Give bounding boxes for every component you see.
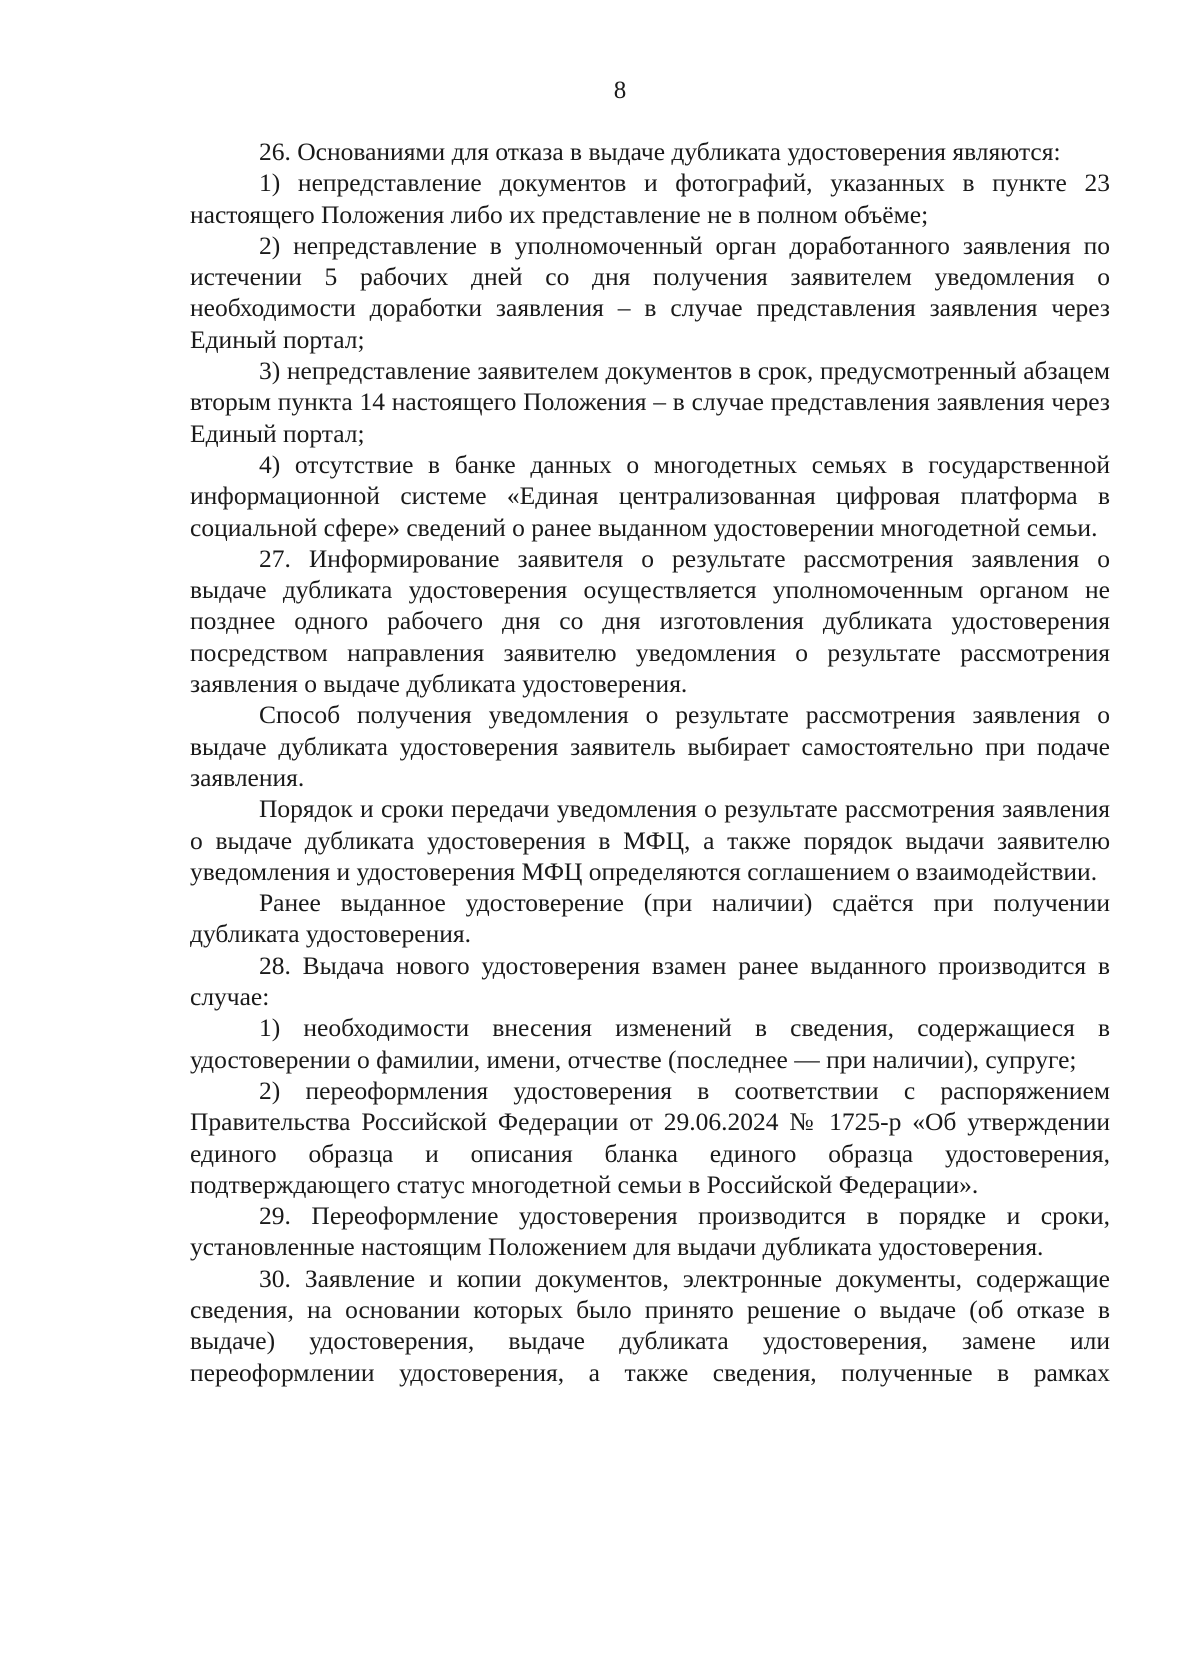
paragraph-28-item-1: 1) необходимости внесения изменений в сведения, содержащиеся в удостоверении о фамилии, имени, отчестве (последнее — при наличии), супруге; (190, 1013, 1110, 1074)
paragraph-27-mfc-procedure: Порядок и сроки передачи уведомления о результате рассмотрения заявления о выдаче дубликата удостоверения в МФЦ, а также порядок выдачи заявителю уведомления и удостоверения МФЦ определяются соглашением о взаимодействии. (190, 794, 1110, 886)
page-number: 8 (613, 77, 627, 104)
paragraph-26-item-3: 3) непредставление заявителем документов в срок, предусмотренный абзацем вторым пункта 14 настоящего Положения – в случае представления заявления через Единый портал; (190, 356, 1110, 448)
paragraph-29: 29. Переоформление удостоверения производится в порядке и сроки, установленные настоящим Положением для выдачи дубликата удостоверения. (190, 1201, 1110, 1262)
paragraph-26-item-4: 4) отсутствие в банке данных о многодетных семьях в государственной информационной системе «Единая централизованная цифровая платформа в социальной сфере» сведений о ранее выданном удостоверении многодетной семьи. (190, 449, 1110, 542)
paragraph-30: 30. Заявление и копии документов, электронные документы, содержащие сведения, на основании которых было принято решение о выдаче (об отказе в выдаче) удостоверения, выдаче дубликата удостоверения, замене или переоформлении удостоверения, а также сведения, полученные в рамках (190, 1263, 1110, 1387)
paragraph-28: 28. Выдача нового удостоверения взамен ранее выданного производится в случае: (190, 950, 1110, 1012)
paragraph-26: 26. Основаниями для отказа в выдаче дубликата удостоверения являются: (259, 137, 1061, 166)
paragraph-26-item-2: 2) непредставление в уполномоченный орган доработанного заявления по истечении 5 рабочих дней со дня получения заявителем уведомления о необходимости доработки заявления – в случае представления заявления через Единый портал; (190, 230, 1110, 354)
paragraph-27-notice-method: Способ получения уведомления о результате рассмотрения заявления о выдаче дубликата удостоверения заявитель выбирает самостоятельно при подаче заявления. (190, 700, 1110, 792)
paragraph-27-surrender: Ранее выданное удостоверение (при наличии) сдаётся при получении дубликата удостоверения. (190, 888, 1110, 949)
paragraph-26-item-1: 1) непредставление документов и фотографий, указанных в пункте 23 настоящего Положения либо их представление не в полном объёме; (190, 168, 1110, 229)
paragraph-28-item-2: 2) переоформления удостоверения в соответствии с распоряжением Правительства Российской Федерации от 29.06.2024 № 1725-р «Об утверждении единого образца и описания бланка единого образца удостоверения, подтверждающего статус многодетной семьи в Российской Федерации». (190, 1075, 1110, 1199)
paragraph-27: 27. Информирование заявителя о результате рассмотрения заявления о выдаче дубликата удостоверения осуществляется уполномоченным органом не позднее одного рабочего дня со дня изготовления дубликата удостоверения посредством направления заявителю уведомления о результате рассмотрения заявления о выдаче дубликата удостоверения. (190, 543, 1110, 699)
document-body (190, 136, 1110, 1388)
